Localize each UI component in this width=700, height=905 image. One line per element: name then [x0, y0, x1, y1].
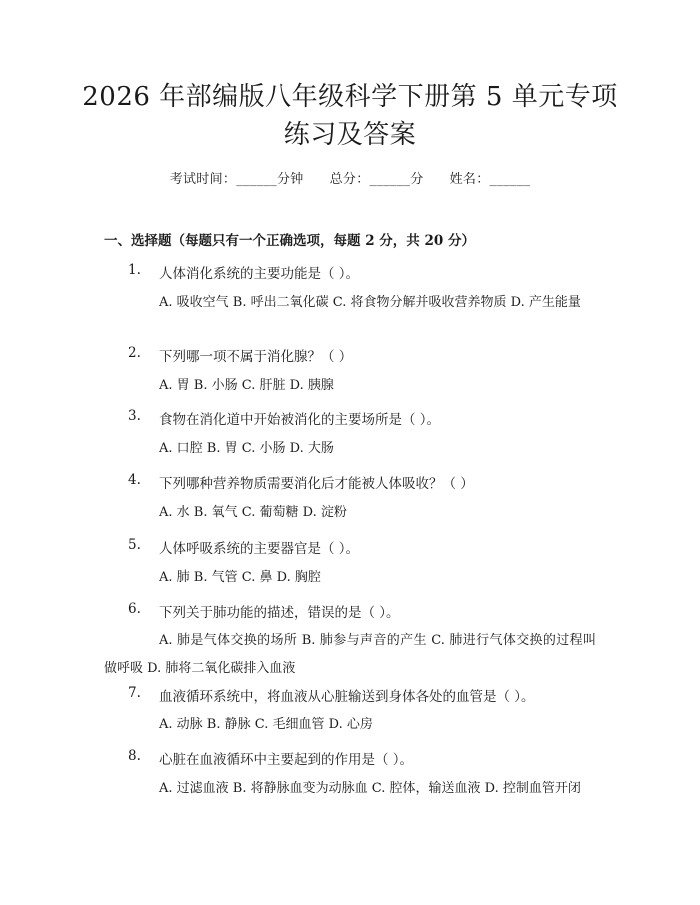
question-number: 4. — [128, 472, 141, 488]
document-title — [60, 78, 640, 154]
question-options: A. 过滤血液 B. 将静脉血变为动脉血 C. 腔体，输送血液 D. 控制血管开闭 — [159, 781, 581, 796]
question-number: 6. — [128, 601, 141, 617]
title-line-2: 练习及答案 — [283, 120, 417, 150]
question-number: 7. — [128, 685, 141, 701]
question-text: 心脏在血液循环中主要起到的作用是（ ）。 — [159, 752, 414, 768]
question-number: 8. — [128, 748, 141, 764]
question-text: 血液循环系统中，将血液从心脏输送到身体各处的血管是（ ）。 — [159, 689, 535, 705]
question-number: 1. — [128, 262, 141, 278]
question-text: 下列关于肺功能的描述，错误的是（ ）。 — [159, 605, 400, 621]
title-line-1: 2026 年部编版八年级科学下册第 5 单元专项 — [82, 82, 618, 112]
exam-time: 考试时间：______分钟 — [169, 172, 304, 187]
question-text: 人体呼吸系统的主要器官是（ ）。 — [159, 541, 360, 557]
exam-meta — [0, 168, 700, 187]
question-text: 下列哪一项不属于消化腺？（ ） — [159, 349, 353, 365]
question-options: A. 胃 B. 小肠 C. 肝脏 D. 胰腺 — [159, 378, 334, 393]
question-options: A. 口腔 B. 胃 C. 小肠 D. 大肠 — [159, 441, 334, 456]
exam-total-score: 总分：______分 — [329, 172, 424, 187]
question-text: 食物在消化道中开始被消化的主要场所是（ ）。 — [159, 412, 441, 428]
question-options: A. 吸收空气 B. 呼出二氧化碳 C. 将食物分解并吸收营养物质 D. 产生能量 — [159, 295, 581, 310]
question-text: 人体消化系统的主要功能是（ ）。 — [159, 266, 360, 282]
question-text: 下列哪种营养物质需要消化后才能被人体吸收？（ ） — [159, 476, 474, 492]
question-number: 3. — [128, 408, 141, 424]
question-number: 5. — [128, 537, 141, 553]
question-options: A. 水 B. 氧气 C. 葡萄糖 D. 淀粉 — [159, 505, 347, 520]
question-number: 2. — [128, 345, 141, 361]
question-options: A. 动脉 B. 静脉 C. 毛细血管 D. 心房 — [159, 717, 373, 732]
question-options: A. 肺是气体交换的场所 B. 肺参与声音的产生 C. 肺进行气体交换的过程叫做呼吸 D. 肺将二氧化碳排入血液 — [104, 633, 596, 676]
exam-name: 姓名：______ — [449, 172, 531, 187]
section-heading: 一、选择题（每题只有一个正确选项，每题 2 分，共 20 分） — [104, 233, 475, 249]
question-options: A. 肺 B. 气管 C. 鼻 D. 胸腔 — [159, 570, 321, 585]
